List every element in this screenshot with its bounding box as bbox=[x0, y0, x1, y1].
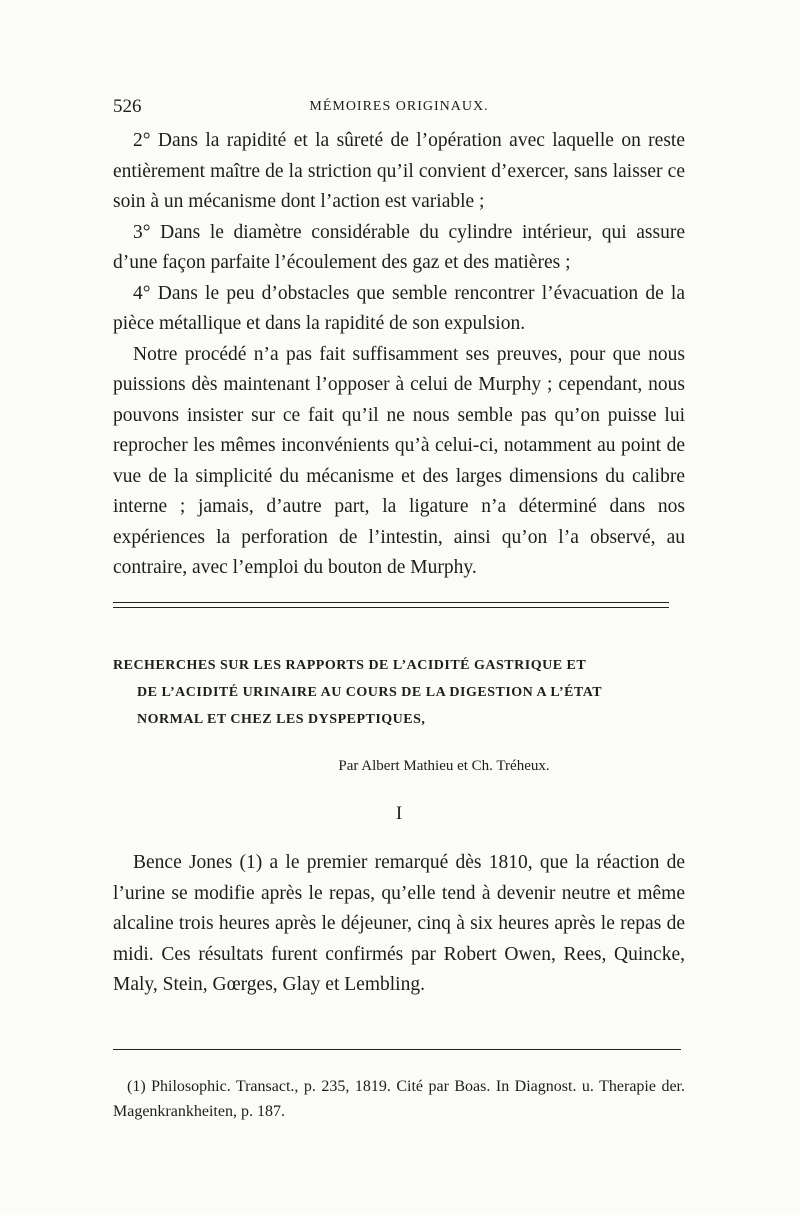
paragraph-point-3: 3° Dans le diamètre considérable du cylindre intérieur, qui assure d’une façon parfaite l’écoulement des gaz et des matières ; bbox=[113, 221, 685, 273]
article-title-line-3: NORMAL ET CHEZ LES DYSPEPTIQUES, bbox=[137, 712, 426, 727]
section-numeral: I bbox=[395, 803, 403, 824]
article-paragraph: Bence Jones (1) a le premier remarqué dès 1810, que la réaction de l’urine se modifie après le repas, qu’elle tend à devenir neutre et même alcaline trois heures après le déjeuner, cinq à six heures après le repas de midi. Ces résultats furent confirmés par Robert Owen, Rees, Quincke, Maly, Stein, Gœrges, Glay et Lembling. bbox=[113, 852, 685, 995]
article-title-line-2: DE L’ACIDITÉ URINAIRE AU COURS DE LA DIGESTION A L’ÉTAT bbox=[137, 685, 603, 700]
article-title-line-1: RECHERCHES SUR LES RAPPORTS DE L’ACIDITÉ GASTRIQUE ET bbox=[113, 658, 587, 673]
article-body bbox=[113, 848, 685, 1001]
paragraph-point-2: 2° Dans la rapidité et la sûreté de l’opération avec laquelle on reste entièrement maître de la striction qu’il convient d’exercer, sans laisser ce soin à un mécanisme dont l’action est variable ; bbox=[113, 130, 685, 212]
section-divider-bottom bbox=[113, 607, 669, 608]
footnote bbox=[113, 1074, 685, 1124]
page-header bbox=[113, 96, 685, 122]
page-number: 526 bbox=[113, 96, 142, 117]
paragraph-conclusion: Notre procédé n’a pas fait suffisamment ses preuves, pour que nous puissions dès maintenant l’opposer à celui de Murphy ; cependant, nous pouvons insister sur ce fait qu’il ne nous semble pas qu’on puisse lui reprocher les mêmes inconvénients qu’à celui-ci, notamment au point de vue de la simplicité du mécanisme et des larges dimensions du calibre interne ; jamais, d’autre part, la ligature n’a déterminé dans nos expériences la perforation de l’intestin, ainsi qu’on l’a observé, au contraire, avec l’emploi du bouton de Murphy. bbox=[113, 343, 685, 578]
previous-article-conclusion bbox=[113, 126, 685, 584]
footnote-text: (1) Philosophic. Transact., p. 235, 1819. Cité par Boas. In Diagnost. u. Therapie der. Magenkrankheiten, p. 187. bbox=[113, 1078, 685, 1120]
article-title bbox=[113, 652, 693, 733]
section-divider-top bbox=[113, 602, 669, 603]
running-head: MÉMOIRES ORIGINAUX. bbox=[309, 99, 489, 114]
footnote-rule bbox=[113, 1049, 681, 1050]
paragraph-point-4: 4° Dans le peu d’obstacles que semble rencontrer l’évacuation de la pièce métallique et dans la rapidité de son expulsion. bbox=[113, 282, 685, 334]
article-byline: Par Albert Mathieu et Ch. Tréheux. bbox=[338, 758, 550, 774]
